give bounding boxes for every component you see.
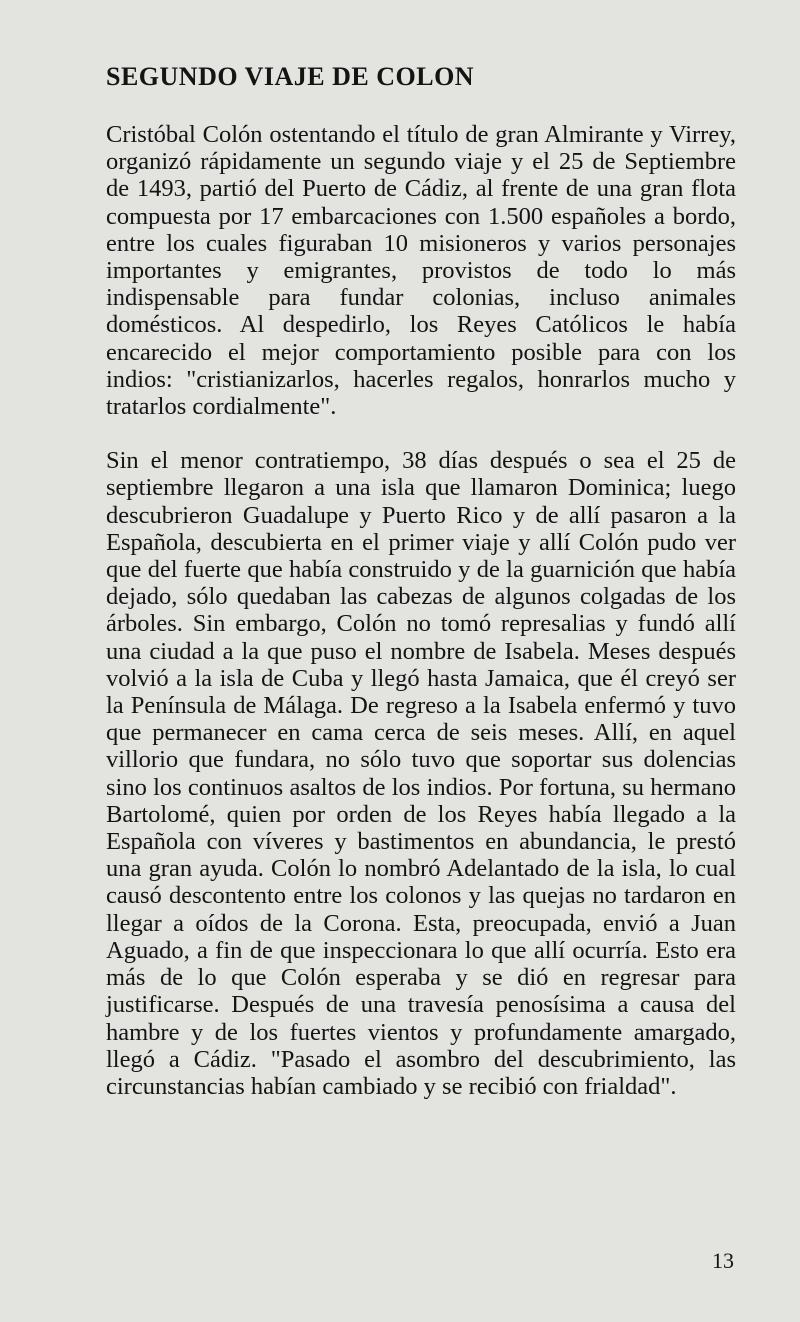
paragraph-2: Sin el menor contratiempo, 38 días después o sea el 25 de septiembre llegaron a una isla que llamaron Dominica; luego descubrieron Guadalupe y Puerto Rico y de allí pasaron a la Española, descubierta en el primer viaje y allí Colón pudo ver que del fuerte que había construido y de la guarnición que había dejado, sólo quedaban las cabezas de algunos colgadas de los árboles. Sin embargo, Colón no tomó represalias y fundó allí una ciudad a la que puso el nombre de Isabela. Meses después volvió a la isla de Cuba y llegó hasta Jamaica, que él creyó ser la Península de Málaga. De regreso a la Isabela enfermó y tuvo que permanecer en cama cerca de seis meses. Allí, en aquel villorio que fundara, no sólo tuvo que soportar sus dolencias sino los continuos asaltos de los indios. Por fortuna, su hermano Bartolomé, quien por orden de los Reyes había llegado a la Española con víveres y bastimentos en abundancia, le prestó una gran ayuda. Colón lo nombró Adelantado de la isla, lo cual causó descontento entre los colonos y las quejas no tardaron en llegar a oídos de la Corona. Esta, preocupada, envió a Juan Aguado, a fin de que inspeccionara lo que allí ocurría. Esto era más de lo que Colón esperaba y se dió en regresar para justificarse. Después de una travesía penosísima a causa del hambre y de los fuertes vientos y profundamente amargado, llegó a Cádiz. "Pasado el asombro del descubrimiento, las circunstancias habían cambiado y se recibió con frialdad".: [106, 447, 736, 1100]
page-number: 13: [712, 1248, 734, 1273]
paragraph-1: Cristóbal Colón ostentando el título de gran Almirante y Virrey, organizó rápidamente un segundo viaje y el 25 de Septiembre de 1493, partió del Puerto de Cádiz, al frente de una gran flota compuesta por 17 embarcaciones con 1.500 españoles a bordo, entre los cuales figuraban 10 misioneros y varios personajes importantes y emigrantes, provistos de todo lo más indispensable para fundar colonias, incluso animales domésticos. Al despedirlo, los Reyes Católicos le había encarecido el mejor comportamiento posible para con los indios: "cristianizarlos, hacerles regalos, honrarlos mucho y tratarlos cordialmente".: [106, 121, 736, 421]
chapter-title: SEGUNDO VIAJE DE COLON: [106, 62, 475, 91]
